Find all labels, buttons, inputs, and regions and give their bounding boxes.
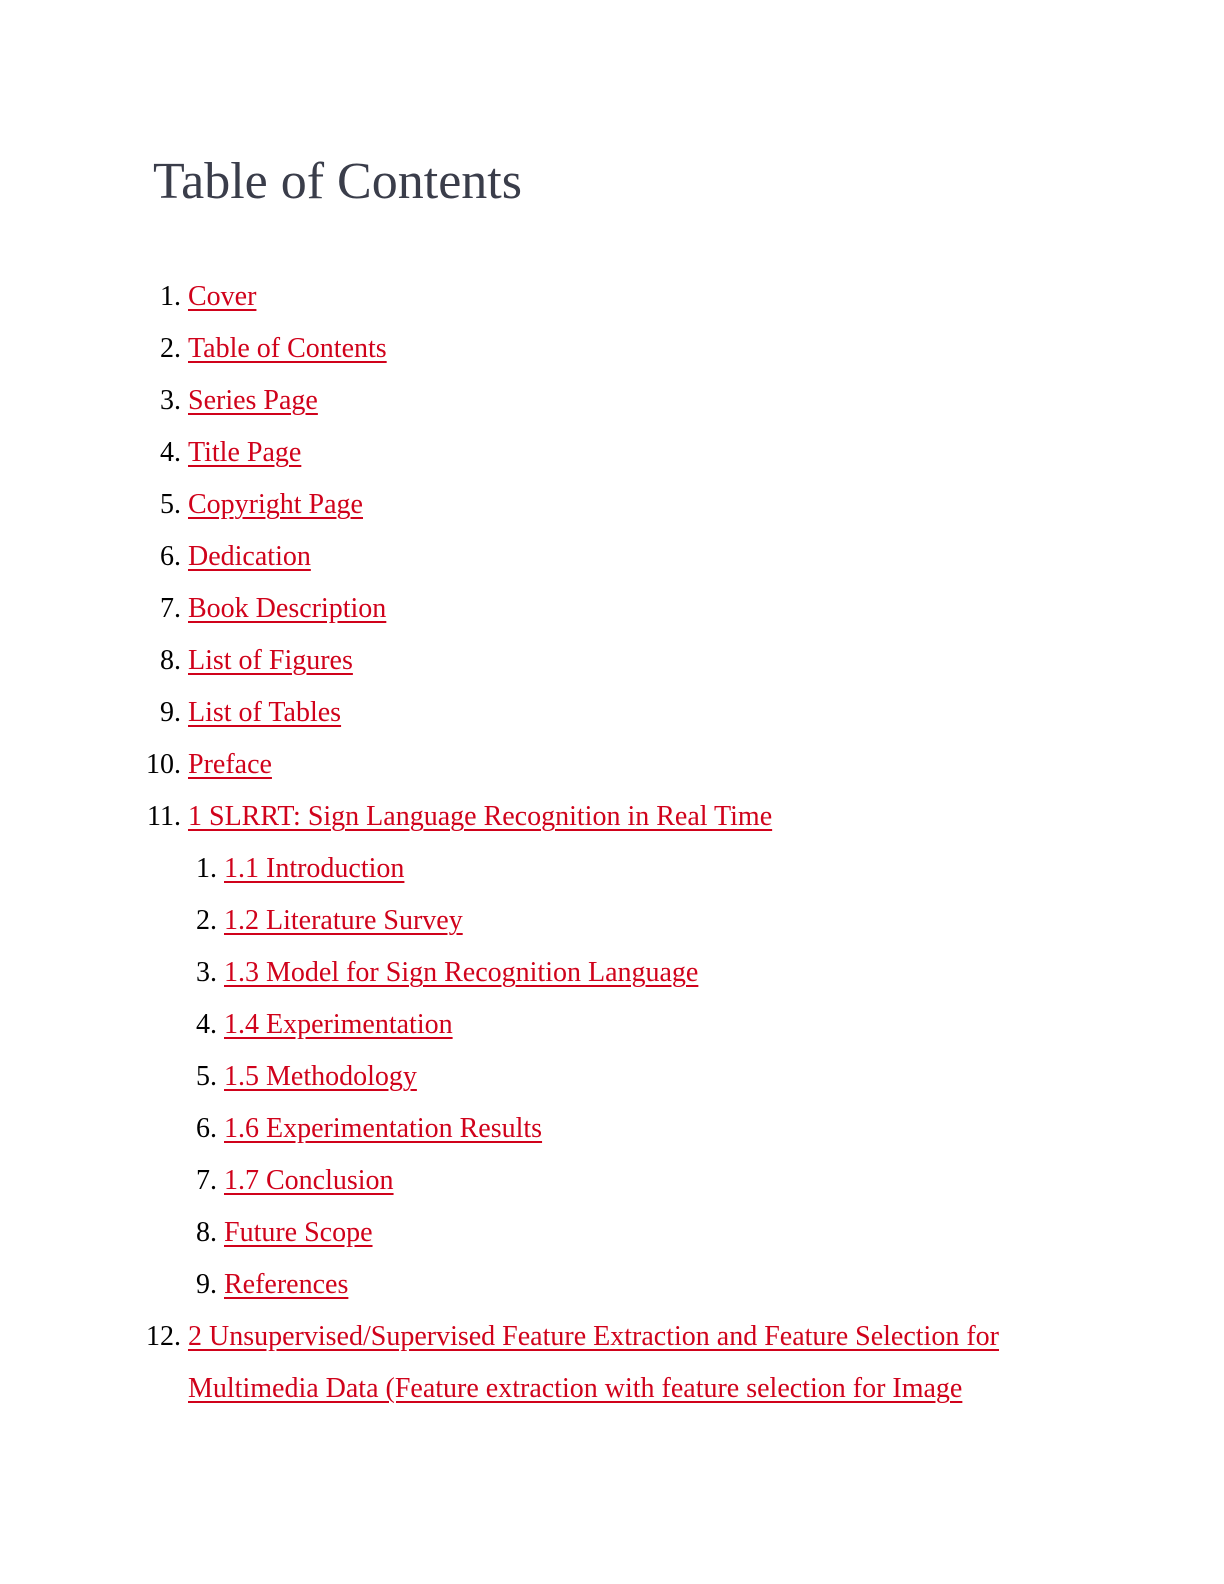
toc-item: [0, 693, 1224, 745]
toc-subitem: [0, 849, 1224, 901]
toc-link-1-5-methodology[interactable]: 1.5 Methodology: [224, 1061, 417, 1092]
toc-subitem-number: 9.: [196, 1269, 217, 1300]
toc-subitem-number: 7.: [196, 1165, 217, 1196]
toc-link-list-of-tables[interactable]: List of Tables: [188, 697, 342, 728]
toc-subitem-number: 8.: [196, 1217, 217, 1248]
toc-link-future-scope[interactable]: Future Scope: [224, 1217, 373, 1248]
toc-subitem: [0, 953, 1224, 1005]
toc-subitem: [0, 1161, 1224, 1213]
toc-subitem: [0, 1109, 1224, 1161]
toc-item: [0, 485, 1224, 537]
toc-chapter: [0, 797, 1224, 1317]
toc-subitem-number: 4.: [196, 1009, 217, 1040]
toc-item: [0, 277, 1224, 329]
toc-link-references[interactable]: References: [224, 1269, 349, 1300]
table-of-contents: [0, 277, 1224, 1404]
toc-link-1-6-experimentation-results[interactable]: 1.6 Experimentation Results: [224, 1113, 543, 1144]
toc-link-chapter-1[interactable]: 1 SLRRT: Sign Language Recognition in Real Time: [188, 801, 773, 832]
toc-item: [0, 433, 1224, 485]
toc-subitem: [0, 1265, 1224, 1317]
toc-sublist: [0, 849, 1224, 1317]
toc-link-cover[interactable]: Cover: [188, 281, 257, 312]
toc-item-number: 4.: [160, 437, 181, 468]
toc-item-number: 8.: [160, 645, 181, 676]
toc-item-number: 12.: [146, 1321, 181, 1352]
toc-subitem-number: 3.: [196, 957, 217, 988]
toc-link-table-of-contents[interactable]: Table of Contents: [188, 333, 387, 364]
toc-subitem: [0, 1005, 1224, 1057]
toc-item: [0, 589, 1224, 641]
toc-item: [0, 329, 1224, 381]
toc-link-title-page[interactable]: Title Page: [188, 437, 302, 468]
toc-link-list-of-figures[interactable]: List of Figures: [188, 645, 353, 676]
toc-item: [0, 537, 1224, 589]
toc-item-number: 2.: [160, 333, 181, 364]
toc-link-1-2-literature-survey[interactable]: 1.2 Literature Survey: [224, 905, 463, 936]
toc-subitem-number: 5.: [196, 1061, 217, 1092]
toc-item: [0, 745, 1224, 797]
toc-item: [0, 641, 1224, 693]
toc-link-1-4-experimentation[interactable]: 1.4 Experimentation: [224, 1009, 453, 1040]
toc-item-number: 5.: [160, 489, 181, 520]
toc-link-series-page[interactable]: Series Page: [188, 385, 318, 416]
toc-item-number: 10.: [146, 749, 181, 780]
toc-subitem-number: 1.: [196, 853, 217, 884]
toc-subitem-number: 2.: [196, 905, 217, 936]
toc-link-1-7-conclusion[interactable]: 1.7 Conclusion: [224, 1165, 394, 1196]
toc-link-preface[interactable]: Preface: [188, 749, 272, 780]
toc-item: [0, 381, 1224, 433]
toc-subitem-number: 6.: [196, 1113, 217, 1144]
toc-link-dedication[interactable]: Dedication: [188, 541, 311, 572]
page-title: Table of Contents: [153, 153, 522, 210]
toc-subitem: [0, 1213, 1224, 1265]
toc-link-1-1-introduction[interactable]: 1.1 Introduction: [224, 853, 405, 884]
toc-link-copyright-page[interactable]: Copyright Page: [188, 489, 363, 520]
toc-item: [0, 797, 1224, 849]
toc-item: [0, 1317, 1224, 1404]
toc-item-number: 7.: [160, 593, 181, 624]
toc-item-number: 1.: [160, 281, 181, 312]
toc-item-number: 9.: [160, 697, 181, 728]
toc-subitem: [0, 1057, 1224, 1109]
toc-item-number: 6.: [160, 541, 181, 572]
toc-subitem: [0, 901, 1224, 953]
toc-item-number: 3.: [160, 385, 181, 416]
toc-link-chapter-2[interactable]: 2 Unsupervised/Supervised Feature Extraction and Feature Selection for Multimedia Data (Feature extraction with feature selection for Image: [188, 1321, 999, 1404]
toc-item-number: 11.: [147, 801, 181, 832]
toc-link-1-3-model[interactable]: 1.3 Model for Sign Recognition Language: [224, 957, 699, 988]
toc-link-book-description[interactable]: Book Description: [188, 593, 387, 624]
